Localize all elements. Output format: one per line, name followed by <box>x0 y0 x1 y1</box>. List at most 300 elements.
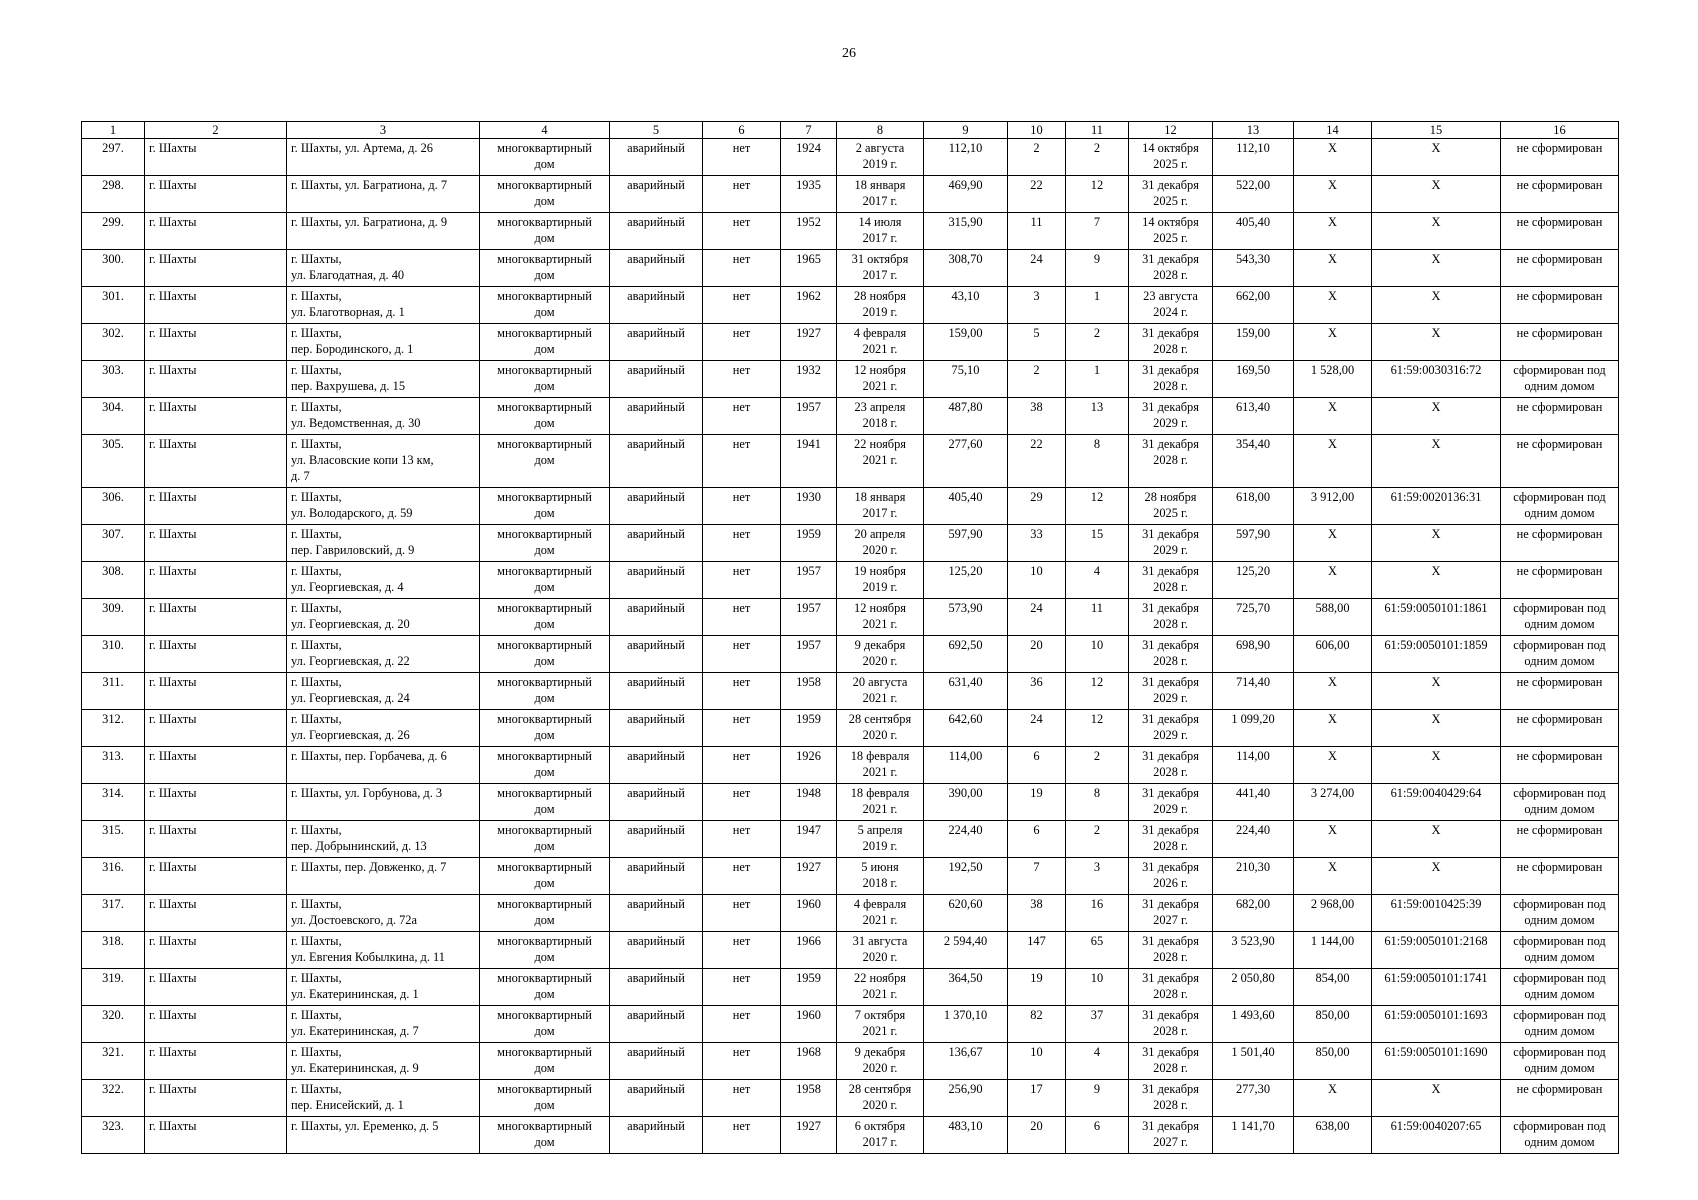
build-year-cell: 1935 <box>781 176 837 213</box>
municipality-cell: г. Шахты <box>145 287 287 324</box>
cadastral-number-cell: X <box>1372 213 1501 250</box>
address-cell: г. Шахты, пер. Бородинского, д. 1 <box>287 324 480 361</box>
row-number-cell: 304. <box>82 398 145 435</box>
land-area-cell: X <box>1294 710 1372 747</box>
total-area-cell: 75,10 <box>924 361 1008 398</box>
column-number-11: 11 <box>1066 122 1129 139</box>
row-number-cell: 311. <box>82 673 145 710</box>
plan-flag-cell: нет <box>703 821 781 858</box>
table-row <box>82 636 1619 673</box>
page-number: 26 <box>842 46 856 61</box>
apartments-count-cell: 6 <box>1066 1117 1129 1154</box>
build-year-cell: 1957 <box>781 398 837 435</box>
land-plot-status-cell: не сформирован <box>1501 250 1619 287</box>
apartments-count-cell: 10 <box>1066 969 1129 1006</box>
land-area-cell: 1 528,00 <box>1294 361 1372 398</box>
building-type-cell: многоквартирный дом <box>480 1043 610 1080</box>
address-cell: г. Шахты, ул. Георгиевская, д. 26 <box>287 710 480 747</box>
table-row <box>82 139 1619 176</box>
table-row <box>82 1043 1619 1080</box>
apartments-count-cell: 3 <box>1066 858 1129 895</box>
address-cell: г. Шахты, ул. Благодатная, д. 40 <box>287 250 480 287</box>
cadastral-number-cell: 61:59:0050101:1693 <box>1372 1006 1501 1043</box>
address-cell: г. Шахты, ул. Евгения Кобылкина, д. 11 <box>287 932 480 969</box>
land-area-cell: 3 912,00 <box>1294 488 1372 525</box>
building-area-cell: 522,00 <box>1213 176 1294 213</box>
build-year-cell: 1927 <box>781 324 837 361</box>
total-area-cell: 136,67 <box>924 1043 1008 1080</box>
plan-flag-cell: нет <box>703 1043 781 1080</box>
build-year-cell: 1960 <box>781 1006 837 1043</box>
municipality-cell: г. Шахты <box>145 673 287 710</box>
table-row <box>82 250 1619 287</box>
residents-count-cell: 6 <box>1008 747 1066 784</box>
apartments-count-cell: 4 <box>1066 1043 1129 1080</box>
table-row <box>82 324 1619 361</box>
cadastral-number-cell: X <box>1372 139 1501 176</box>
plan-flag-cell: нет <box>703 488 781 525</box>
condition-status-cell: аварийный <box>610 176 703 213</box>
municipality-cell: г. Шахты <box>145 1080 287 1117</box>
land-area-cell: 588,00 <box>1294 599 1372 636</box>
building-area-cell: 662,00 <box>1213 287 1294 324</box>
residents-count-cell: 2 <box>1008 139 1066 176</box>
cadastral-number-cell: X <box>1372 710 1501 747</box>
relocation-deadline-cell: 31 декабря 2028 г. <box>1129 932 1213 969</box>
condition-status-cell: аварийный <box>610 250 703 287</box>
total-area-cell: 125,20 <box>924 562 1008 599</box>
land-plot-status-cell: не сформирован <box>1501 821 1619 858</box>
table-row <box>82 969 1619 1006</box>
land-plot-status-cell: не сформирован <box>1501 287 1619 324</box>
land-area-cell: X <box>1294 1080 1372 1117</box>
build-year-cell: 1960 <box>781 895 837 932</box>
building-area-cell: 169,50 <box>1213 361 1294 398</box>
building-type-cell: многоквартирный дом <box>480 361 610 398</box>
apartments-count-cell: 9 <box>1066 1080 1129 1117</box>
table-row <box>82 488 1619 525</box>
apartments-count-cell: 15 <box>1066 525 1129 562</box>
condition-status-cell: аварийный <box>610 562 703 599</box>
building-type-cell: многоквартирный дом <box>480 636 610 673</box>
plan-flag-cell: нет <box>703 673 781 710</box>
municipality-cell: г. Шахты <box>145 895 287 932</box>
plan-flag-cell: нет <box>703 562 781 599</box>
total-area-cell: 487,80 <box>924 398 1008 435</box>
municipality-cell: г. Шахты <box>145 562 287 599</box>
relocation-deadline-cell: 31 декабря 2028 г. <box>1129 636 1213 673</box>
condition-status-cell: аварийный <box>610 969 703 1006</box>
row-number-cell: 310. <box>82 636 145 673</box>
residents-count-cell: 3 <box>1008 287 1066 324</box>
building-type-cell: многоквартирный дом <box>480 599 610 636</box>
residents-count-cell: 36 <box>1008 673 1066 710</box>
apartments-count-cell: 12 <box>1066 673 1129 710</box>
row-number-cell: 307. <box>82 525 145 562</box>
row-number-cell: 301. <box>82 287 145 324</box>
address-cell: г. Шахты, ул. Георгиевская, д. 4 <box>287 562 480 599</box>
condition-status-cell: аварийный <box>610 435 703 488</box>
total-area-cell: 1 370,10 <box>924 1006 1008 1043</box>
recognition-date-cell: 18 февраля 2021 г. <box>837 747 924 784</box>
recognition-date-cell: 9 декабря 2020 г. <box>837 636 924 673</box>
recognition-date-cell: 2 августа 2019 г. <box>837 139 924 176</box>
apartments-count-cell: 8 <box>1066 435 1129 488</box>
table-row <box>82 710 1619 747</box>
build-year-cell: 1957 <box>781 636 837 673</box>
plan-flag-cell: нет <box>703 250 781 287</box>
row-number-cell: 317. <box>82 895 145 932</box>
build-year-cell: 1965 <box>781 250 837 287</box>
land-area-cell: X <box>1294 250 1372 287</box>
build-year-cell: 1941 <box>781 435 837 488</box>
relocation-deadline-cell: 31 декабря 2028 г. <box>1129 1043 1213 1080</box>
housing-register-table <box>81 121 1619 1154</box>
land-plot-status-cell: не сформирован <box>1501 858 1619 895</box>
plan-flag-cell: нет <box>703 435 781 488</box>
apartments-count-cell: 2 <box>1066 821 1129 858</box>
recognition-date-cell: 18 января 2017 г. <box>837 176 924 213</box>
municipality-cell: г. Шахты <box>145 858 287 895</box>
column-number-2: 2 <box>145 122 287 139</box>
land-plot-status-cell: сформирован под одним домом <box>1501 784 1619 821</box>
land-area-cell: X <box>1294 858 1372 895</box>
condition-status-cell: аварийный <box>610 858 703 895</box>
cadastral-number-cell: 61:59:0020136:31 <box>1372 488 1501 525</box>
apartments-count-cell: 9 <box>1066 250 1129 287</box>
plan-flag-cell: нет <box>703 599 781 636</box>
row-number-cell: 299. <box>82 213 145 250</box>
row-number-cell: 306. <box>82 488 145 525</box>
column-number-15: 15 <box>1372 122 1501 139</box>
building-area-cell: 682,00 <box>1213 895 1294 932</box>
build-year-cell: 1927 <box>781 858 837 895</box>
apartments-count-cell: 1 <box>1066 287 1129 324</box>
row-number-cell: 312. <box>82 710 145 747</box>
total-area-cell: 597,90 <box>924 525 1008 562</box>
table-row <box>82 287 1619 324</box>
row-number-cell: 303. <box>82 361 145 398</box>
relocation-deadline-cell: 31 декабря 2028 г. <box>1129 324 1213 361</box>
plan-flag-cell: нет <box>703 747 781 784</box>
table-row <box>82 895 1619 932</box>
plan-flag-cell: нет <box>703 895 781 932</box>
address-cell: г. Шахты, пер. Добрынинский, д. 13 <box>287 821 480 858</box>
row-number-cell: 309. <box>82 599 145 636</box>
cadastral-number-cell: X <box>1372 287 1501 324</box>
plan-flag-cell: нет <box>703 139 781 176</box>
relocation-deadline-cell: 23 августа 2024 г. <box>1129 287 1213 324</box>
residents-count-cell: 33 <box>1008 525 1066 562</box>
cadastral-number-cell: 61:59:0040207:65 <box>1372 1117 1501 1154</box>
residents-count-cell: 2 <box>1008 361 1066 398</box>
plan-flag-cell: нет <box>703 525 781 562</box>
recognition-date-cell: 14 июля 2017 г. <box>837 213 924 250</box>
land-plot-status-cell: не сформирован <box>1501 673 1619 710</box>
recognition-date-cell: 5 апреля 2019 г. <box>837 821 924 858</box>
column-number-5: 5 <box>610 122 703 139</box>
address-cell: г. Шахты, ул. Георгиевская, д. 24 <box>287 673 480 710</box>
land-plot-status-cell: не сформирован <box>1501 747 1619 784</box>
building-type-cell: многоквартирный дом <box>480 784 610 821</box>
residents-count-cell: 11 <box>1008 213 1066 250</box>
build-year-cell: 1927 <box>781 1117 837 1154</box>
building-type-cell: многоквартирный дом <box>480 1080 610 1117</box>
address-cell: г. Шахты, ул. Георгиевская, д. 22 <box>287 636 480 673</box>
table-row <box>82 673 1619 710</box>
plan-flag-cell: нет <box>703 398 781 435</box>
recognition-date-cell: 6 октября 2017 г. <box>837 1117 924 1154</box>
land-area-cell: X <box>1294 673 1372 710</box>
land-plot-status-cell: не сформирован <box>1501 525 1619 562</box>
apartments-count-cell: 2 <box>1066 324 1129 361</box>
municipality-cell: г. Шахты <box>145 710 287 747</box>
plan-flag-cell: нет <box>703 1006 781 1043</box>
table-row <box>82 858 1619 895</box>
total-area-cell: 256,90 <box>924 1080 1008 1117</box>
municipality-cell: г. Шахты <box>145 821 287 858</box>
recognition-date-cell: 4 февраля 2021 г. <box>837 324 924 361</box>
total-area-cell: 315,90 <box>924 213 1008 250</box>
cadastral-number-cell: X <box>1372 324 1501 361</box>
recognition-date-cell: 28 сентября 2020 г. <box>837 710 924 747</box>
row-number-cell: 314. <box>82 784 145 821</box>
cadastral-number-cell: X <box>1372 398 1501 435</box>
building-type-cell: многоквартирный дом <box>480 139 610 176</box>
relocation-deadline-cell: 31 декабря 2029 г. <box>1129 673 1213 710</box>
address-cell: г. Шахты, ул. Екатерининская, д. 9 <box>287 1043 480 1080</box>
building-area-cell: 725,70 <box>1213 599 1294 636</box>
column-number-16: 16 <box>1501 122 1619 139</box>
recognition-date-cell: 4 февраля 2021 г. <box>837 895 924 932</box>
row-number-cell: 297. <box>82 139 145 176</box>
building-type-cell: многоквартирный дом <box>480 435 610 488</box>
address-cell: г. Шахты, ул. Екатерининская, д. 7 <box>287 1006 480 1043</box>
residents-count-cell: 24 <box>1008 710 1066 747</box>
building-area-cell: 2 050,80 <box>1213 969 1294 1006</box>
total-area-cell: 642,60 <box>924 710 1008 747</box>
building-type-cell: многоквартирный дом <box>480 821 610 858</box>
building-area-cell: 698,90 <box>1213 636 1294 673</box>
address-cell: г. Шахты, пер. Вахрушева, д. 15 <box>287 361 480 398</box>
relocation-deadline-cell: 31 декабря 2028 г. <box>1129 562 1213 599</box>
total-area-cell: 43,10 <box>924 287 1008 324</box>
recognition-date-cell: 22 ноября 2021 г. <box>837 435 924 488</box>
table-row <box>82 1006 1619 1043</box>
building-type-cell: многоквартирный дом <box>480 747 610 784</box>
column-number-13: 13 <box>1213 122 1294 139</box>
table-row <box>82 398 1619 435</box>
plan-flag-cell: нет <box>703 969 781 1006</box>
recognition-date-cell: 23 апреля 2018 г. <box>837 398 924 435</box>
land-area-cell: X <box>1294 747 1372 784</box>
land-area-cell: X <box>1294 324 1372 361</box>
relocation-deadline-cell: 14 октября 2025 г. <box>1129 213 1213 250</box>
building-type-cell: многоквартирный дом <box>480 858 610 895</box>
residents-count-cell: 19 <box>1008 969 1066 1006</box>
apartments-count-cell: 12 <box>1066 176 1129 213</box>
building-area-cell: 224,40 <box>1213 821 1294 858</box>
land-plot-status-cell: сформирован под одним домом <box>1501 895 1619 932</box>
build-year-cell: 1932 <box>781 361 837 398</box>
condition-status-cell: аварийный <box>610 821 703 858</box>
row-number-cell: 318. <box>82 932 145 969</box>
relocation-deadline-cell: 31 декабря 2029 г. <box>1129 398 1213 435</box>
column-number-7: 7 <box>781 122 837 139</box>
plan-flag-cell: нет <box>703 636 781 673</box>
building-area-cell: 618,00 <box>1213 488 1294 525</box>
recognition-date-cell: 20 апреля 2020 г. <box>837 525 924 562</box>
cadastral-number-cell: 61:59:0050101:1859 <box>1372 636 1501 673</box>
column-number-8: 8 <box>837 122 924 139</box>
relocation-deadline-cell: 28 ноября 2025 г. <box>1129 488 1213 525</box>
total-area-cell: 277,60 <box>924 435 1008 488</box>
residents-count-cell: 38 <box>1008 895 1066 932</box>
municipality-cell: г. Шахты <box>145 1006 287 1043</box>
apartments-count-cell: 11 <box>1066 599 1129 636</box>
recognition-date-cell: 18 февраля 2021 г. <box>837 784 924 821</box>
condition-status-cell: аварийный <box>610 895 703 932</box>
plan-flag-cell: нет <box>703 858 781 895</box>
build-year-cell: 1962 <box>781 287 837 324</box>
building-type-cell: многоквартирный дом <box>480 895 610 932</box>
building-type-cell: многоквартирный дом <box>480 562 610 599</box>
municipality-cell: г. Шахты <box>145 932 287 969</box>
column-number-row <box>82 122 1619 139</box>
land-plot-status-cell: сформирован под одним домом <box>1501 636 1619 673</box>
residents-count-cell: 5 <box>1008 324 1066 361</box>
total-area-cell: 573,90 <box>924 599 1008 636</box>
cadastral-number-cell: X <box>1372 747 1501 784</box>
residents-count-cell: 20 <box>1008 636 1066 673</box>
total-area-cell: 112,10 <box>924 139 1008 176</box>
relocation-deadline-cell: 31 декабря 2028 г. <box>1129 361 1213 398</box>
address-cell: г. Шахты, ул. Достоевского, д. 72а <box>287 895 480 932</box>
residents-count-cell: 24 <box>1008 250 1066 287</box>
residents-count-cell: 10 <box>1008 1043 1066 1080</box>
relocation-deadline-cell: 31 декабря 2026 г. <box>1129 858 1213 895</box>
building-type-cell: многоквартирный дом <box>480 525 610 562</box>
recognition-date-cell: 19 ноября 2019 г. <box>837 562 924 599</box>
column-number-6: 6 <box>703 122 781 139</box>
total-area-cell: 308,70 <box>924 250 1008 287</box>
residents-count-cell: 20 <box>1008 1117 1066 1154</box>
land-plot-status-cell: сформирован под одним домом <box>1501 361 1619 398</box>
table-row <box>82 562 1619 599</box>
address-cell: г. Шахты, ул. Ведомственная, д. 30 <box>287 398 480 435</box>
column-number-1: 1 <box>82 122 145 139</box>
apartments-count-cell: 2 <box>1066 747 1129 784</box>
condition-status-cell: аварийный <box>610 324 703 361</box>
condition-status-cell: аварийный <box>610 636 703 673</box>
build-year-cell: 1926 <box>781 747 837 784</box>
residents-count-cell: 22 <box>1008 435 1066 488</box>
row-number-cell: 315. <box>82 821 145 858</box>
residents-count-cell: 7 <box>1008 858 1066 895</box>
residents-count-cell: 24 <box>1008 599 1066 636</box>
residents-count-cell: 82 <box>1008 1006 1066 1043</box>
building-type-cell: многоквартирный дом <box>480 488 610 525</box>
condition-status-cell: аварийный <box>610 599 703 636</box>
cadastral-number-cell: X <box>1372 250 1501 287</box>
apartments-count-cell: 13 <box>1066 398 1129 435</box>
building-area-cell: 613,40 <box>1213 398 1294 435</box>
total-area-cell: 620,60 <box>924 895 1008 932</box>
row-number-cell: 302. <box>82 324 145 361</box>
building-area-cell: 1 501,40 <box>1213 1043 1294 1080</box>
building-type-cell: многоквартирный дом <box>480 1006 610 1043</box>
condition-status-cell: аварийный <box>610 361 703 398</box>
condition-status-cell: аварийный <box>610 1006 703 1043</box>
land-area-cell: X <box>1294 821 1372 858</box>
relocation-deadline-cell: 14 октября 2025 г. <box>1129 139 1213 176</box>
land-area-cell: 850,00 <box>1294 1006 1372 1043</box>
plan-flag-cell: нет <box>703 324 781 361</box>
municipality-cell: г. Шахты <box>145 361 287 398</box>
building-area-cell: 114,00 <box>1213 747 1294 784</box>
building-area-cell: 597,90 <box>1213 525 1294 562</box>
build-year-cell: 1948 <box>781 784 837 821</box>
land-plot-status-cell: не сформирован <box>1501 213 1619 250</box>
relocation-deadline-cell: 31 декабря 2028 г. <box>1129 435 1213 488</box>
land-area-cell: X <box>1294 139 1372 176</box>
apartments-count-cell: 1 <box>1066 361 1129 398</box>
cadastral-number-cell: 61:59:0050101:1741 <box>1372 969 1501 1006</box>
relocation-deadline-cell: 31 декабря 2029 г. <box>1129 525 1213 562</box>
cadastral-number-cell: X <box>1372 562 1501 599</box>
relocation-deadline-cell: 31 декабря 2028 г. <box>1129 821 1213 858</box>
build-year-cell: 1959 <box>781 710 837 747</box>
building-type-cell: многоквартирный дом <box>480 398 610 435</box>
land-plot-status-cell: не сформирован <box>1501 176 1619 213</box>
build-year-cell: 1930 <box>781 488 837 525</box>
land-area-cell: 1 144,00 <box>1294 932 1372 969</box>
municipality-cell: г. Шахты <box>145 784 287 821</box>
address-cell: г. Шахты, ул. Багратиона, д. 9 <box>287 213 480 250</box>
column-number-9: 9 <box>924 122 1008 139</box>
municipality-cell: г. Шахты <box>145 139 287 176</box>
total-area-cell: 192,50 <box>924 858 1008 895</box>
recognition-date-cell: 20 августа 2021 г. <box>837 673 924 710</box>
residents-count-cell: 6 <box>1008 821 1066 858</box>
municipality-cell: г. Шахты <box>145 250 287 287</box>
municipality-cell: г. Шахты <box>145 747 287 784</box>
cadastral-number-cell: 61:59:0050101:2168 <box>1372 932 1501 969</box>
condition-status-cell: аварийный <box>610 398 703 435</box>
building-area-cell: 714,40 <box>1213 673 1294 710</box>
address-cell: г. Шахты, ул. Георгиевская, д. 20 <box>287 599 480 636</box>
building-type-cell: многоквартирный дом <box>480 932 610 969</box>
apartments-count-cell: 12 <box>1066 488 1129 525</box>
land-area-cell: X <box>1294 525 1372 562</box>
table-row <box>82 525 1619 562</box>
recognition-date-cell: 5 июня 2018 г. <box>837 858 924 895</box>
table-row <box>82 599 1619 636</box>
total-area-cell: 631,40 <box>924 673 1008 710</box>
build-year-cell: 1947 <box>781 821 837 858</box>
recognition-date-cell: 7 октября 2021 г. <box>837 1006 924 1043</box>
relocation-deadline-cell: 31 декабря 2028 г. <box>1129 250 1213 287</box>
cadastral-number-cell: X <box>1372 176 1501 213</box>
plan-flag-cell: нет <box>703 361 781 398</box>
table-row <box>82 176 1619 213</box>
build-year-cell: 1959 <box>781 969 837 1006</box>
row-number-cell: 313. <box>82 747 145 784</box>
condition-status-cell: аварийный <box>610 213 703 250</box>
residents-count-cell: 38 <box>1008 398 1066 435</box>
address-cell: г. Шахты, пер. Гавриловский, д. 9 <box>287 525 480 562</box>
row-number-cell: 323. <box>82 1117 145 1154</box>
